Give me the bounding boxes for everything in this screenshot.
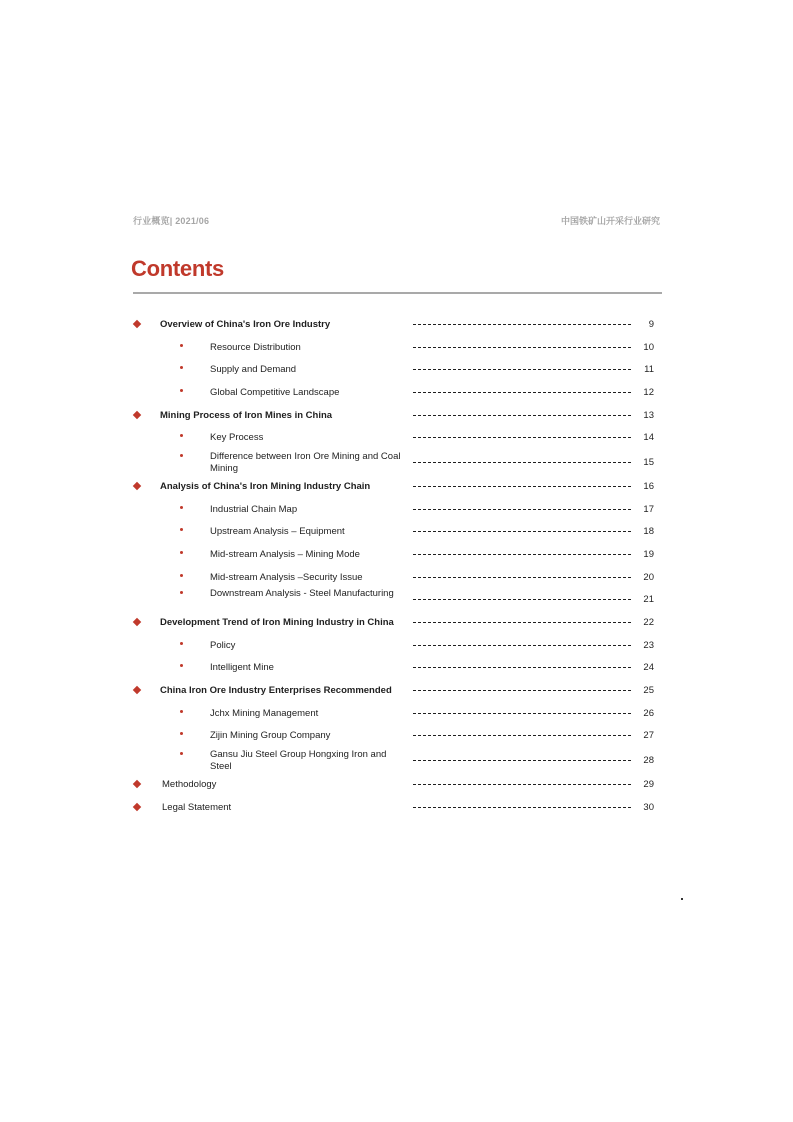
- toc-section-label[interactable]: Overview of China's Iron Ore Industry: [160, 319, 331, 330]
- toc-dotted-leader: [413, 577, 631, 578]
- toc-section-label[interactable]: Analysis of China's Iron Mining Industry Chain: [160, 481, 371, 492]
- toc-diamond-bullet: [133, 411, 141, 419]
- toc-page-number[interactable]: 19: [643, 549, 654, 560]
- toc-subsection-label[interactable]: Resource Distribution: [210, 342, 301, 353]
- toc-section-label[interactable]: Legal Statement: [162, 802, 232, 813]
- toc-page-number[interactable]: 15: [643, 457, 654, 468]
- toc-subsection-label[interactable]: Gansu Jiu Steel Group Hongxing Iron and Steel: [210, 749, 387, 772]
- toc-diamond-bullet: [133, 482, 141, 490]
- toc-dotted-leader: [413, 462, 631, 463]
- toc-page-number[interactable]: 29: [643, 779, 654, 790]
- toc-page-number[interactable]: 21: [643, 594, 654, 605]
- toc-page-number[interactable]: 24: [643, 662, 654, 673]
- toc-dot-bullet: [180, 528, 183, 531]
- toc-section-label[interactable]: Methodology: [162, 779, 217, 790]
- toc-section-label[interactable]: Development Trend of Iron Mining Industry in China: [160, 617, 394, 628]
- toc-dotted-leader: [413, 392, 631, 393]
- toc-page-number[interactable]: 14: [643, 432, 654, 443]
- toc-diamond-bullet: [133, 686, 141, 694]
- toc-subsection-label[interactable]: Supply and Demand: [210, 364, 297, 375]
- toc-page-number[interactable]: 20: [643, 572, 654, 583]
- toc-dot-bullet: [180, 591, 183, 594]
- header-right-text: 中国铁矿山开采行业研究: [560, 216, 660, 226]
- toc-dot-bullet: [180, 752, 183, 755]
- toc-dotted-leader: [413, 713, 631, 714]
- toc-page-number[interactable]: 23: [643, 640, 654, 651]
- toc-subsection-label[interactable]: Downstream Analysis - Steel Manufacturing: [210, 588, 394, 599]
- toc-page-number[interactable]: 10: [643, 342, 654, 353]
- toc-dotted-leader: [413, 347, 631, 348]
- toc-page-number[interactable]: 12: [643, 387, 654, 398]
- toc-dotted-leader: [413, 599, 631, 600]
- toc-page-number[interactable]: 18: [643, 526, 654, 537]
- toc-page-number[interactable]: 30: [643, 802, 654, 813]
- toc-dotted-leader: [413, 486, 631, 487]
- toc-dot-bullet: [180, 434, 183, 437]
- toc-dotted-leader: [413, 437, 631, 438]
- toc-subsection-label[interactable]: Mid-stream Analysis –Security Issue: [210, 572, 363, 583]
- toc-page-number[interactable]: 16: [643, 481, 654, 492]
- toc-subsection-label[interactable]: Mid-stream Analysis – Mining Mode: [210, 549, 360, 560]
- toc-page-number[interactable]: 27: [643, 730, 654, 741]
- toc-dotted-leader: [413, 415, 631, 416]
- toc-dot-bullet: [180, 574, 183, 577]
- toc-page-number[interactable]: 22: [643, 617, 654, 628]
- toc-page-number[interactable]: 17: [643, 504, 654, 515]
- toc-subsection-label[interactable]: Jchx Mining Management: [210, 708, 319, 719]
- toc-page-number[interactable]: 9: [648, 319, 654, 330]
- header-left-text: 行业概览| 2021/06: [133, 216, 210, 226]
- toc-subsection-label[interactable]: Difference between Iron Ore Mining and Coal Mining: [210, 451, 401, 474]
- toc-dotted-leader: [413, 531, 631, 532]
- toc-dotted-leader: [413, 324, 631, 325]
- toc-dot-bullet: [180, 454, 183, 457]
- toc-section-label[interactable]: China Iron Ore Industry Enterprises Recommended: [160, 685, 392, 696]
- toc-subsection-label[interactable]: Policy: [210, 640, 236, 651]
- page-title: Contents: [131, 256, 224, 281]
- toc-dotted-leader: [413, 369, 631, 370]
- toc-dot-bullet: [180, 732, 183, 735]
- toc-page-number[interactable]: 26: [643, 708, 654, 719]
- toc-diamond-bullet: [133, 803, 141, 811]
- toc-diamond-bullet: [133, 780, 141, 788]
- toc-dot-bullet: [180, 344, 183, 347]
- toc-subsection-label[interactable]: Industrial Chain Map: [210, 504, 298, 515]
- toc-page-number[interactable]: 11: [644, 364, 654, 375]
- toc-subsection-label[interactable]: Key Process: [210, 432, 264, 443]
- toc-diamond-bullet: [133, 320, 141, 328]
- toc-dot-bullet: [180, 664, 183, 667]
- toc-page-number[interactable]: 25: [643, 685, 654, 696]
- toc-dotted-leader: [413, 807, 631, 808]
- toc-dotted-leader: [413, 645, 631, 646]
- toc-subsection-label[interactable]: Zijin Mining Group Company: [210, 730, 331, 741]
- toc-dotted-leader: [413, 554, 631, 555]
- toc-dotted-leader: [413, 784, 631, 785]
- toc-subsection-label[interactable]: Upstream Analysis – Equipment: [210, 526, 345, 537]
- toc-diamond-bullet: [133, 618, 141, 626]
- toc-dot-bullet: [180, 506, 183, 509]
- toc-dot-bullet: [180, 389, 183, 392]
- toc-dotted-leader: [413, 509, 631, 510]
- toc-dot-bullet: [180, 551, 183, 554]
- toc-page-number[interactable]: 13: [643, 410, 654, 421]
- toc-subsection-label[interactable]: Global Competitive Landscape: [210, 387, 340, 398]
- toc-subsection-label[interactable]: Intelligent Mine: [210, 662, 274, 673]
- toc-dotted-leader: [413, 622, 631, 623]
- toc-dotted-leader: [413, 760, 631, 761]
- toc-dot-bullet: [180, 366, 183, 369]
- toc-dot-bullet: [180, 710, 183, 713]
- toc-page-number[interactable]: 28: [643, 755, 654, 766]
- toc-dotted-leader: [413, 735, 631, 736]
- toc-dotted-leader: [413, 667, 631, 668]
- toc-dot-bullet: [180, 642, 183, 645]
- toc-section-label[interactable]: Mining Process of Iron Mines in China: [160, 410, 333, 421]
- stray-mark: [681, 898, 683, 900]
- toc-dotted-leader: [413, 690, 631, 691]
